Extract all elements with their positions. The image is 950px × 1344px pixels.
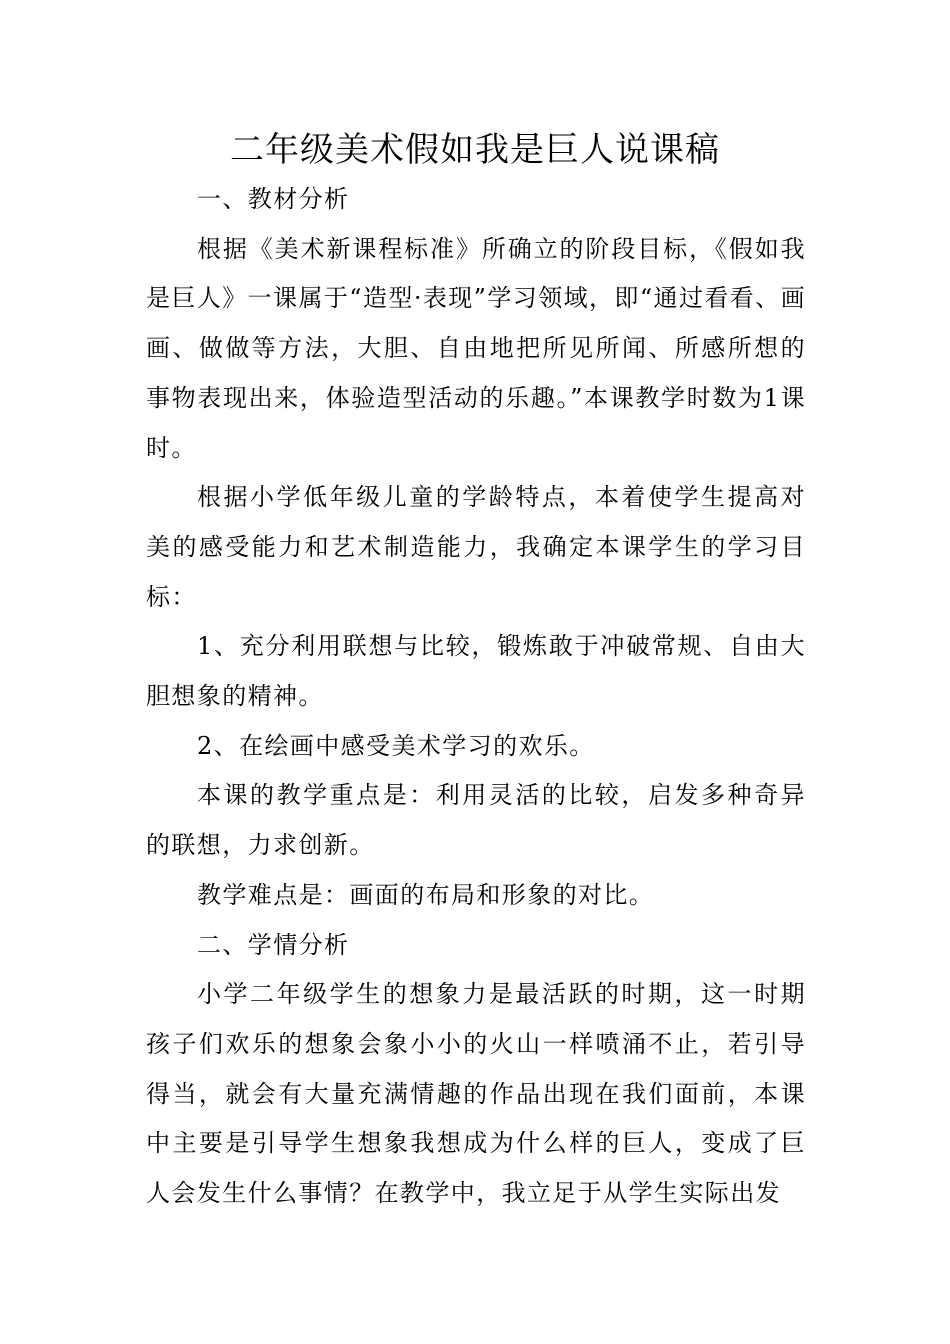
document-title: 二年级美术假如我是巨人说课稿: [230, 130, 720, 170]
paragraph-difficulty: 教学难点是：画面的布局和形象的对比。: [197, 880, 655, 909]
paragraph-objective-1: 1、充分利用联想与比较，锻炼敢于冲破常规、自由大胆想象的精神。: [146, 632, 806, 711]
paragraph-objective-2: 2、在绘画中感受美术学习的欢乐。: [197, 731, 595, 760]
paragraph-key-point: 本课的教学重点是：利用灵活的比较，启发多种奇异的联想，力求创新。: [146, 781, 806, 860]
document-body: [146, 175, 806, 1219]
section-heading-materials: 一、教材分析: [197, 185, 350, 213]
paragraph-student-analysis: 小学二年级学生的想象力是最活跃的时期，这一时期孩子们欢乐的想象会象小小的火山一样喷涌不止，若引导得当，就会有大量充满情趣的作品出现在我们面前，本课中主要是引导学生想象我想成为什么样的巨人，变成了巨人会发生什么事情？在教学中，我立足于从学生实际出发: [146, 980, 806, 1208]
section-heading-students: 二、学情分析: [197, 930, 350, 959]
paragraph-objectives-intro: 根据小学低年级儿童的学龄特点，本着使学生提高对美的感受能力和艺术制造能力，我确定本课学生的学习目标：: [146, 483, 806, 611]
paragraph-curriculum: 根据《美术新课程标准》所确立的阶段目标，《假如我是巨人》一课属于“造型·表现”学习领域，即“通过看看、画画、做做等方法，大胆、自由地把所见所闻、所感所想的事物表现出来，体验造型活动的乐趣。”本课教学时数为1课时。: [146, 234, 806, 462]
